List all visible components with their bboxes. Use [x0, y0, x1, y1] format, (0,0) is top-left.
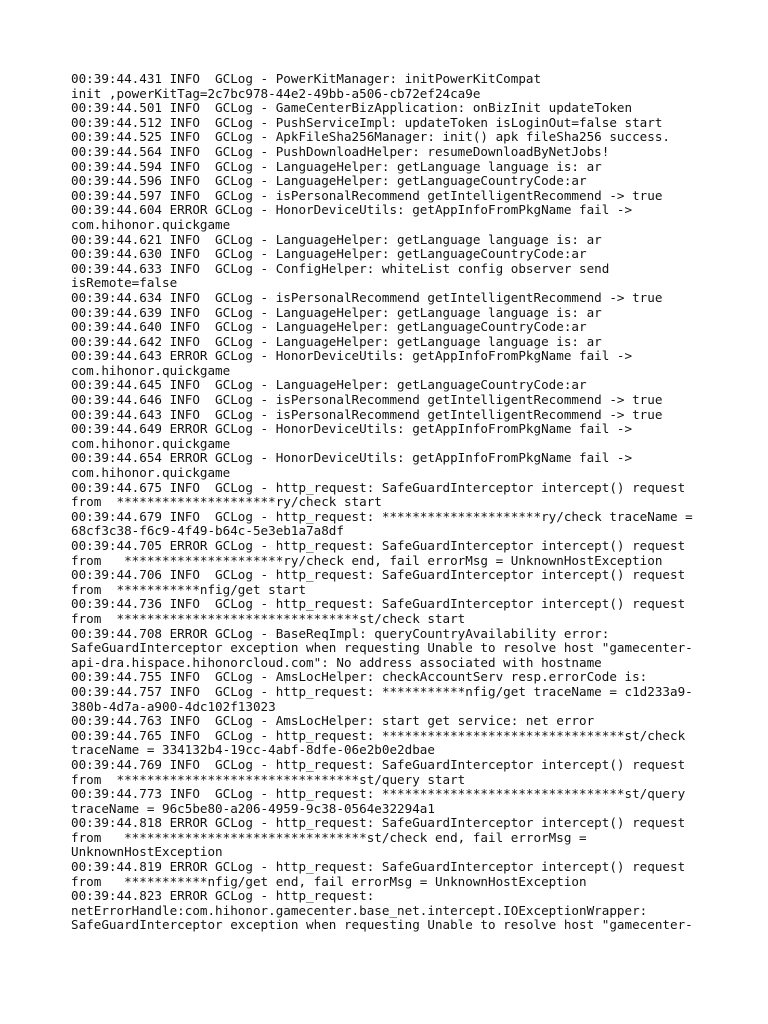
log-line: 00:39:44.501 INFO GCLog - GameCenterBizApplication: onBizInit updateToken [71, 100, 633, 116]
log-line: SafeGuardInterceptor exception when requesting Unable to resolve host "gamecenter- [71, 640, 693, 656]
log-line: isRemote=false [71, 275, 178, 291]
log-line: com.hihonor.quickgame [71, 362, 231, 378]
log-line: traceName = 96c5be80-a206-4959-9c38-0564e32294a1 [71, 800, 435, 816]
log-line: 00:39:44.633 INFO GCLog - ConfigHelper: whiteList config observer send [71, 260, 610, 276]
log-line: 00:39:44.819 ERROR GCLog - http_request: SafeGuardInterceptor intercept() request [71, 859, 686, 875]
log-line: 00:39:44.594 INFO GCLog - LanguageHelper: getLanguage language is: ar [71, 158, 602, 174]
log-line: 00:39:44.621 INFO GCLog - LanguageHelper: getLanguage language is: ar [71, 231, 602, 247]
log-line: 00:39:44.597 INFO GCLog - isPersonalRecommend getIntelligentRecommend -> true [71, 187, 663, 203]
log-line: netErrorHandle:com.hihonor.gamecenter.base_net.intercept.IOExceptionWrapper: [71, 902, 648, 918]
log-line: 00:39:44.736 INFO GCLog - http_request: SafeGuardInterceptor intercept() request [71, 596, 686, 612]
log-line: from *********************ry/check end, fail errorMsg = UnknownHostException [71, 552, 663, 568]
log-line: from ********************************st/check end, fail errorMsg = [71, 829, 587, 845]
log-line: com.hihonor.quickgame [71, 435, 231, 451]
log-line: 00:39:44.708 ERROR GCLog - BaseReqImpl: queryCountryAvailability error: [71, 625, 610, 641]
log-line: 00:39:44.755 INFO GCLog - AmsLocHelper: checkAccountServ resp.errorCode is: [71, 669, 648, 685]
log-line: 00:39:44.675 INFO GCLog - http_request: SafeGuardInterceptor intercept() request [71, 479, 686, 495]
log-line: from ********************************st/query start [71, 771, 466, 787]
log-line: init ,powerKitTag=2c7bc978-44e2-49bb-a506-cb72ef24ca9e [71, 85, 481, 101]
log-line: 00:39:44.706 INFO GCLog - http_request: SafeGuardInterceptor intercept() request [71, 567, 686, 583]
log-line: 00:39:44.634 INFO GCLog - isPersonalRecommend getIntelligentRecommend -> true [71, 289, 663, 305]
log-text-body [71, 72, 701, 933]
log-line: 00:39:44.646 INFO GCLog - isPersonalRecommend getIntelligentRecommend -> true [71, 392, 663, 408]
log-line: 00:39:44.431 INFO GCLog - PowerKitManager: initPowerKitCompat [71, 71, 542, 86]
log-line: 00:39:44.596 INFO GCLog - LanguageHelper: getLanguageCountryCode:ar [71, 173, 587, 189]
log-line: 00:39:44.564 INFO GCLog - PushDownloadHelper: resumeDownloadByNetJobs! [71, 143, 610, 159]
log-line: 380b-4d7a-a900-4dc102f13023 [71, 698, 276, 714]
log-line: 00:39:44.643 ERROR GCLog - HonorDeviceUtils: getAppInfoFromPkgName fail -> [71, 348, 633, 364]
log-line: 00:39:44.823 ERROR GCLog - http_request: [71, 888, 375, 904]
log-line: from ***********nfig/get end, fail errorMsg = UnknownHostException [71, 873, 587, 889]
log-line: 00:39:44.643 INFO GCLog - isPersonalRecommend getIntelligentRecommend -> true [71, 406, 663, 422]
log-line: from *********************ry/check start [71, 494, 382, 510]
log-line: UnknownHostException [71, 844, 223, 860]
log-line: 00:39:44.765 INFO GCLog - http_request: ********************************st/check [71, 727, 686, 743]
log-line: 00:39:44.639 INFO GCLog - LanguageHelper: getLanguage language is: ar [71, 304, 602, 320]
log-line: 00:39:44.604 ERROR GCLog - HonorDeviceUtils: getAppInfoFromPkgName fail -> [71, 202, 633, 218]
log-line: 00:39:44.763 INFO GCLog - AmsLocHelper: start get service: net error [71, 713, 595, 729]
log-line: 00:39:44.642 INFO GCLog - LanguageHelper: getLanguage language is: ar [71, 333, 602, 349]
log-line: 00:39:44.818 ERROR GCLog - http_request: SafeGuardInterceptor intercept() request [71, 815, 686, 831]
log-line: api-dra.hispace.hihonorcloud.com": No address associated with hostname [71, 654, 602, 670]
log-line: com.hihonor.quickgame [71, 465, 231, 481]
log-line: 00:39:44.512 INFO GCLog - PushServiceImpl: updateToken isLoginOut=false start [71, 114, 663, 130]
log-line: 00:39:44.705 ERROR GCLog - http_request: SafeGuardInterceptor intercept() request [71, 538, 686, 553]
log-line: 00:39:44.769 INFO GCLog - http_request: SafeGuardInterceptor intercept() request [71, 756, 686, 772]
log-line: traceName = 334132b4-19cc-4abf-8dfe-06e2b0e2dbae [71, 742, 435, 758]
log-line: 00:39:44.757 INFO GCLog - http_request: ***********nfig/get traceName = c1d233a9- [71, 683, 693, 699]
log-line: 00:39:44.640 INFO GCLog - LanguageHelper: getLanguageCountryCode:ar [71, 319, 587, 335]
log-line: com.hihonor.quickgame [71, 216, 231, 232]
log-line: 00:39:44.645 INFO GCLog - LanguageHelper: getLanguageCountryCode:ar [71, 377, 587, 393]
log-line: from ********************************st/check start [71, 610, 466, 626]
log-line: 00:39:44.654 ERROR GCLog - HonorDeviceUtils: getAppInfoFromPkgName fail -> [71, 450, 633, 466]
log-line: from ***********nfig/get start [71, 581, 307, 597]
log-line: 00:39:44.679 INFO GCLog - http_request: *********************ry/check traceName = [71, 508, 693, 524]
log-line: SafeGuardInterceptor exception when requesting Unable to resolve host "gamecenter- [71, 917, 693, 933]
log-line: 00:39:44.773 INFO GCLog - http_request: ********************************st/query [71, 786, 686, 802]
log-line: 00:39:44.630 INFO GCLog - LanguageHelper: getLanguageCountryCode:ar [71, 246, 587, 262]
log-line: 00:39:44.525 INFO GCLog - ApkFileSha256Manager: init() apk fileSha256 success. [71, 129, 670, 145]
log-line: 68cf3c38-f6c9-4f49-b64c-5e3eb1a7a8df [71, 523, 344, 539]
log-line: 00:39:44.649 ERROR GCLog - HonorDeviceUtils: getAppInfoFromPkgName fail -> [71, 421, 633, 437]
